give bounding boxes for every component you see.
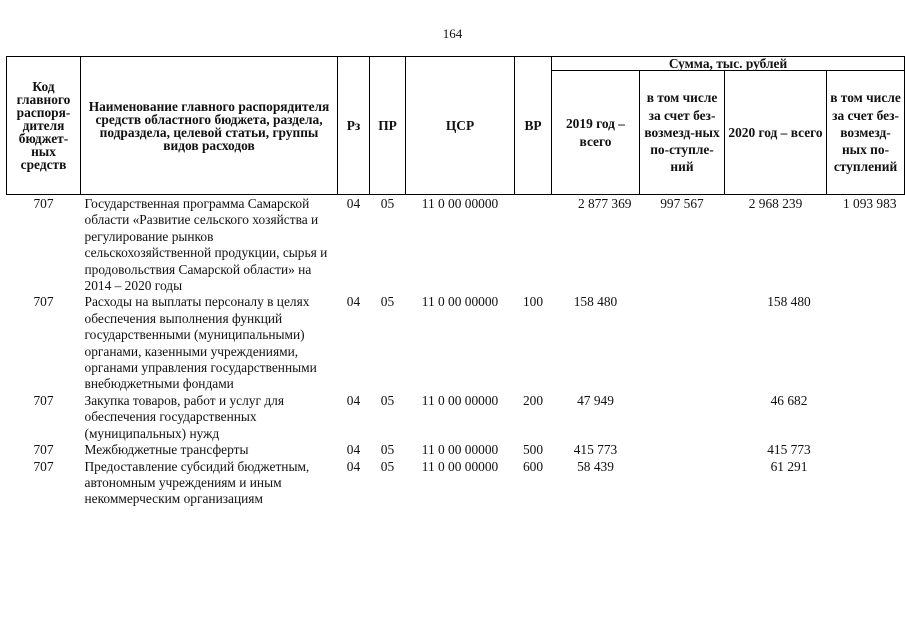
table-row — [7, 294, 905, 392]
header-name: Наименование главного распорядителя средств областного бюджета, раздела, подраздела, целевой статьи, группы видов расходов — [81, 57, 338, 195]
cell-code: 707 — [33, 442, 54, 458]
cell-name: Предоставление субсидий бюджетным, автономным учреждениям и иным некоммерческим организациям — [84, 458, 310, 507]
cell-vr: 100 — [522, 294, 544, 310]
cell-rz: 04 — [346, 458, 361, 474]
cell-2019-total: 47 949 — [577, 392, 614, 408]
header-csr: ЦСР — [406, 57, 515, 195]
cell-rz: 04 — [346, 294, 361, 310]
cell-2020-total: 61 291 — [770, 458, 808, 474]
cell-2019-total: 415 773 — [573, 442, 618, 458]
header-2019-gratuitous: в том числе за счет без-возмезд-ных по-ступле-ний — [640, 71, 725, 195]
cell-name: Государственная программа Самарской области «Развитие сельского хозяйства и регулирование рынков сельскохозяйственной продукции, сырья и продовольствия Самарской области» на 2014 – 2020 годы — [84, 196, 328, 294]
cell-name: Закупка товаров, работ и услуг для обеспечения государственных (муниципальных) нужд — [84, 392, 284, 441]
cell-pr: 05 — [380, 196, 395, 211]
table-row — [7, 459, 905, 508]
cell-pr: 05 — [380, 442, 395, 458]
cell-vr: 500 — [522, 442, 544, 458]
cell-pr: 05 — [380, 294, 395, 310]
cell-2019-gratuitous — [640, 393, 725, 442]
cell-2019-gratuitous — [640, 442, 725, 458]
header-vr: ВР — [515, 57, 552, 195]
header-pr: ПР — [370, 57, 406, 195]
cell-rz: 04 — [346, 442, 361, 458]
cell-2020-gratuitous: 1 093 983 — [842, 196, 897, 211]
cell-2020-total: 415 773 — [767, 442, 811, 458]
cell-code: 707 — [33, 392, 54, 408]
cell-2019-total: 158 480 — [573, 294, 618, 310]
cell-2020-total: 2 968 239 — [748, 196, 803, 211]
header-rz: Рз — [338, 57, 370, 195]
header-2020-total: 2020 год – всего — [725, 71, 827, 195]
cell-csr: 11 0 00 00000 — [421, 196, 499, 211]
table-header — [7, 57, 905, 195]
header-sum-group: Сумма, тыс. рублей — [552, 57, 905, 71]
cell-2019-gratuitous — [640, 294, 725, 392]
cell-rz: 04 — [346, 196, 361, 211]
cell-vr: 200 — [522, 392, 544, 408]
cell-2020-total: 46 682 — [770, 392, 808, 408]
cell-2020-gratuitous — [827, 393, 905, 442]
cell-csr: 11 0 00 00000 — [421, 392, 499, 408]
cell-code: 707 — [33, 196, 54, 211]
cell-rz: 04 — [346, 392, 361, 408]
cell-pr: 05 — [380, 458, 395, 474]
cell-2019-total: 58 439 — [577, 458, 614, 474]
header-2020-gratuitous: в том числе за счет без-возмезд-ных по-ступлений — [827, 71, 905, 195]
cell-vr — [515, 195, 552, 295]
cell-csr: 11 0 00 00000 — [421, 458, 499, 474]
cell-2019-gratuitous — [640, 459, 725, 508]
header-code: Код главного распоря-дителя бюджет-ных средств — [7, 57, 81, 195]
cell-pr: 05 — [380, 392, 395, 408]
cell-name: Межбюджетные трансферты — [84, 442, 249, 458]
cell-2019-total: 2 877 369 — [577, 196, 632, 211]
cell-csr: 11 0 00 00000 — [421, 442, 499, 458]
page-number: 164 — [442, 26, 463, 41]
cell-vr: 600 — [522, 458, 544, 474]
cell-2020-total: 158 480 — [767, 294, 811, 310]
table-row — [7, 393, 905, 442]
cell-csr: 11 0 00 00000 — [421, 294, 499, 310]
header-2019-total: 2019 год – всего — [552, 71, 640, 195]
cell-2020-gratuitous — [827, 459, 905, 508]
cell-2020-gratuitous — [827, 294, 905, 392]
cell-2020-gratuitous — [827, 442, 905, 458]
table-row — [7, 195, 905, 295]
cell-code: 707 — [33, 294, 54, 310]
cell-2019-gratuitous: 997 567 — [660, 196, 704, 211]
cell-code: 707 — [33, 458, 54, 474]
table-row — [7, 442, 905, 458]
cell-name: Расходы на выплаты персоналу в целях обеспечения выполнения функций государственными (муниципальными) органами, казенными учреждениями, органами управления государственными внебюджетными фондами — [84, 294, 317, 392]
budget-table — [6, 56, 905, 508]
